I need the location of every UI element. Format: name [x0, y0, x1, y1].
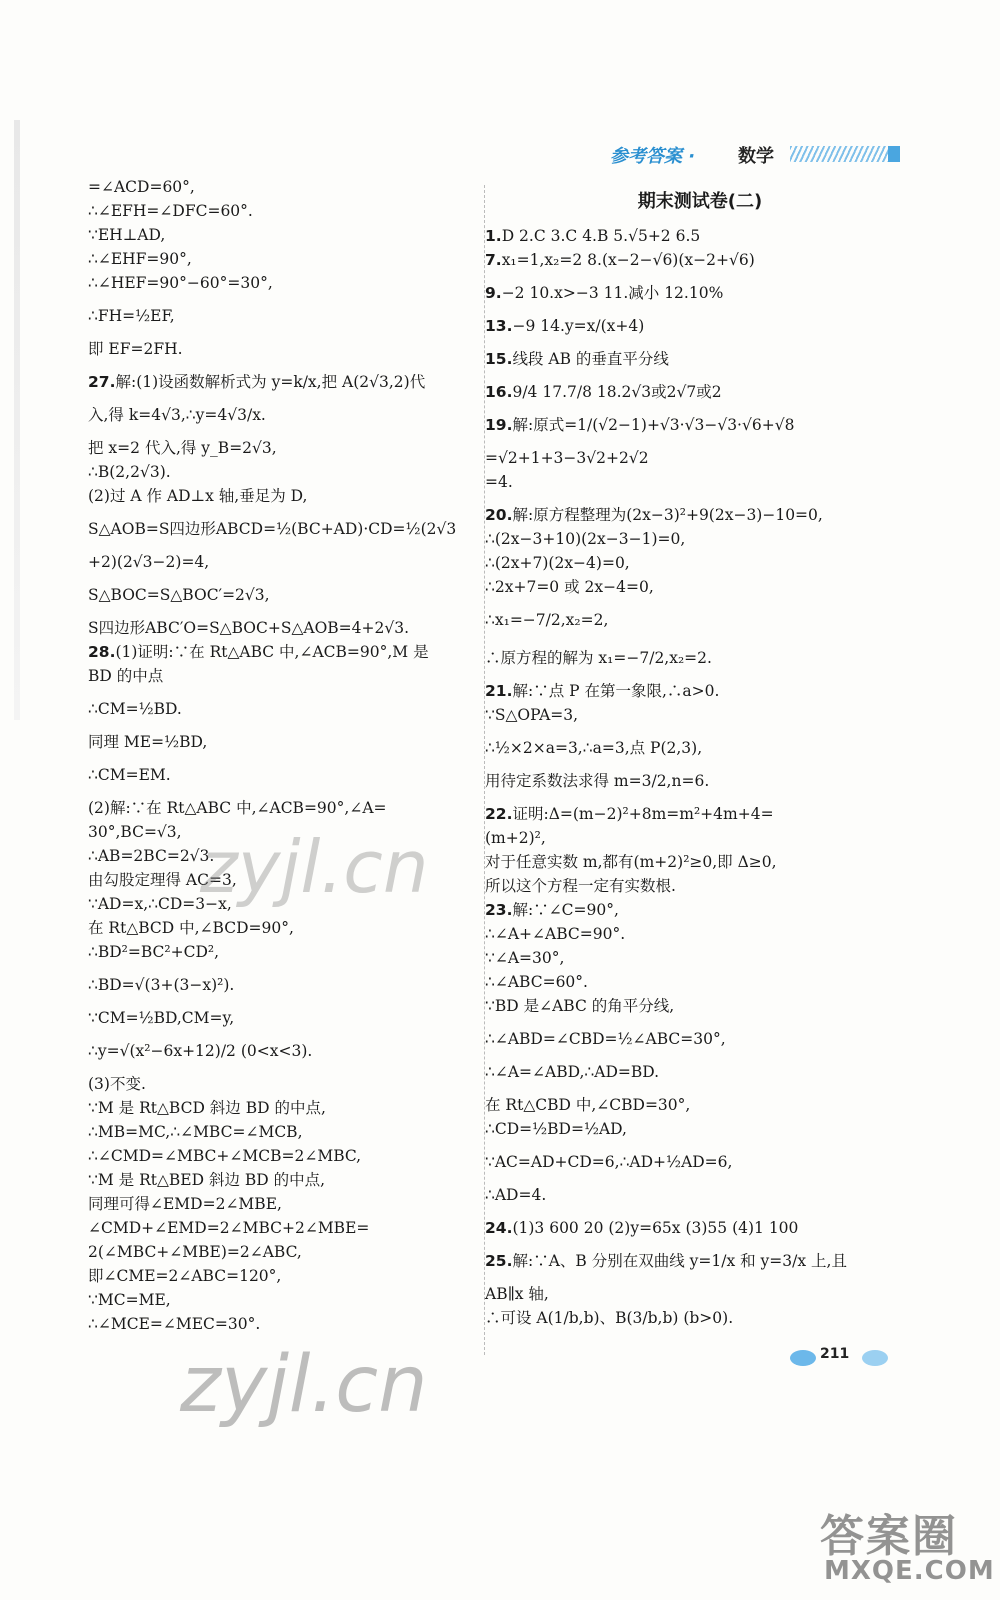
answer-line: S△BOC=S△BOC′=2√3,	[88, 586, 270, 604]
page-header	[610, 142, 910, 172]
answer-line: 由勾股定理得 AC=3,	[88, 871, 237, 889]
answer-line: +2)(2√3−2)=4,	[88, 553, 210, 571]
answer-line: 15.线段 AB 的垂直平分线	[485, 350, 669, 368]
answer-line: ∴FH=½EF,	[88, 307, 175, 325]
answer-line: 用待定系数法求得 m=3/2,n=6.	[485, 772, 710, 790]
answer-line: 入,得 k=4√3,∴y=4√3/x.	[88, 406, 266, 424]
watermark-bottom: zyjl.cn	[180, 1340, 428, 1430]
page-number: 211	[820, 1346, 850, 1362]
answer-line: ∴∠ABD=∠CBD=½∠ABC=30°,	[485, 1030, 726, 1048]
answer-line: 1.D 2.C 3.C 4.B 5.√5+2 6.5	[485, 227, 701, 245]
answer-line: ∴CM=½BD.	[88, 700, 182, 718]
answer-line: 对于任意实数 m,都有(m+2)²≥0,即 Δ≥0,	[485, 853, 777, 871]
answer-line: ∴(2x−3+10)(2x−3−1)=0,	[485, 530, 686, 548]
answer-line: ∵EH⊥AD,	[88, 226, 166, 244]
answer-line: ∴可设 A(1/b,b)、B(3/b,b) (b>0).	[485, 1309, 734, 1327]
answer-line: 21.解:∵点 P 在第一象限,∴a>0.	[485, 682, 720, 700]
answer-line: 30°,BC=√3,	[88, 823, 182, 841]
answer-line: ∵CM=½BD,CM=y,	[88, 1009, 235, 1027]
answer-line: ∴∠MCE=∠MEC=30°.	[88, 1315, 261, 1333]
watermark-corner-url: MXQE.COM	[824, 1556, 995, 1586]
answer-line: ∴∠ABC=60°.	[485, 973, 588, 991]
answer-line: ∵∠A=30°,	[485, 949, 565, 967]
watermark-corner	[820, 1500, 995, 1600]
answer-line: ∴2x+7=0 或 2x−4=0,	[485, 578, 654, 596]
answer-line: ∵AD=x,∴CD=3−x,	[88, 895, 232, 913]
answer-line: S四边形ABC′O=S△BOC+S△AOB=4+2√3.	[88, 619, 410, 637]
answer-line: 在 Rt△BCD 中,∠BCD=90°,	[88, 919, 294, 937]
header-title: 参考答案 ·	[610, 146, 696, 167]
answer-line: (m+2)²,	[485, 829, 546, 847]
answer-line: ∵M 是 Rt△BCD 斜边 BD 的中点,	[88, 1099, 326, 1117]
watermark-corner-logo: 答案圈	[820, 1511, 958, 1562]
answer-line: 即 EF=2FH.	[88, 340, 183, 358]
answer-line: 同理 ME=½BD,	[88, 733, 208, 751]
answer-line: 16.9/4 17.7/8 18.2√3或2√7或2	[485, 383, 722, 401]
answer-line: S△AOB=S四边形ABCD=½(BC+AD)·CD=½(2√3	[88, 520, 457, 538]
answer-line: ∴AB=2BC=2√3.	[88, 847, 215, 865]
answer-line: 19.解:原式=1/(√2−1)+√3·√3−√3·√6+√8	[485, 416, 795, 434]
answer-line: 25.解:∵A、B 分别在双曲线 y=1/x 和 y=3/x 上,且	[485, 1252, 847, 1270]
answer-line: ∴B(2,2√3).	[88, 463, 171, 481]
answer-line: 即∠CME=2∠ABC=120°,	[88, 1267, 282, 1285]
answer-line: ∵S△OPA=3,	[485, 706, 579, 724]
answer-line: ∴∠A=∠ABD,∴AD=BD.	[485, 1063, 660, 1081]
answer-line: ∵MC=ME,	[88, 1291, 171, 1309]
answer-line: ∵AC=AD+CD=6,∴AD+½AD=6,	[485, 1153, 733, 1171]
answer-line: =∠ACD=60°,	[88, 178, 195, 196]
answer-line: ∴∠EHF=90°,	[88, 250, 192, 268]
answer-line: =√2+1+3−3√2+2√2	[485, 449, 649, 467]
answer-line: ∴x₁=−7/2,x₂=2,	[485, 611, 609, 629]
right-column-lines	[485, 224, 905, 1330]
answer-line: 7.x₁=1,x₂=2 8.(x−2−√6)(x−2+√6)	[485, 251, 755, 269]
answer-line: (2)过 A 作 AD⊥x 轴,垂足为 D,	[88, 487, 308, 505]
answer-line: BD 的中点	[88, 667, 164, 685]
answer-line: 20.解:原方程整理为(2x−3)²+9(2x−3)−10=0,	[485, 506, 823, 524]
answer-line: 24.(1)3 600 20 (2)y=65x (3)55 (4)1 100	[485, 1219, 799, 1237]
answer-line: ∴BD=√(3+(3−x)²).	[88, 976, 235, 994]
right-column	[485, 190, 905, 1330]
header-subject: 数学	[738, 146, 774, 167]
answer-line: 22.证明:Δ=(m−2)²+8m=m²+4m+4=	[485, 805, 774, 823]
page-number-badge	[790, 1344, 890, 1372]
answer-line: ∴CD=½BD=½AD,	[485, 1120, 627, 1138]
answer-line: ∴∠A+∠ABC=90°.	[485, 925, 626, 943]
answer-line: 把 x=2 代入,得 y_B=2√3,	[88, 439, 277, 457]
answer-line: ∴CM=EM.	[88, 766, 171, 784]
answer-line: 所以这个方程一定有实数根.	[485, 877, 676, 895]
answer-line: AB∥x 轴,	[485, 1285, 549, 1303]
answer-line: (2)解:∵在 Rt△ABC 中,∠ACB=90°,∠A=	[88, 799, 387, 817]
answer-line: ∴(2x+7)(2x−4)=0,	[485, 554, 630, 572]
answer-line: ∠CMD+∠EMD=2∠MBC+2∠MBE=	[88, 1219, 370, 1237]
answer-line: (3)不变.	[88, 1075, 146, 1093]
page-number-left-oval	[790, 1350, 816, 1366]
answer-line: ∴MB=MC,∴∠MBC=∠MCB,	[88, 1123, 303, 1141]
answer-line: 13.−9 14.y=x/(x+4)	[485, 317, 645, 335]
left-margin-stripe	[14, 120, 20, 720]
answer-line: 同理可得∠EMD=2∠MBE,	[88, 1195, 282, 1213]
answer-line: 9.−2 10.x>−3 11.减小 12.10%	[485, 284, 724, 302]
answer-line: 23.解:∵∠C=90°,	[485, 901, 619, 919]
header-hatch-decoration	[790, 146, 900, 162]
answer-line: ∴∠CMD=∠MBC+∠MCB=2∠MBC,	[88, 1147, 362, 1165]
page-number-right-oval	[862, 1350, 888, 1366]
watermark-middle: zyjl.cn	[200, 825, 429, 909]
answer-line: ∵M 是 Rt△BED 斜边 BD 的中点,	[88, 1171, 326, 1189]
answer-line: 2(∠MBC+∠MBE)=2∠ABC,	[88, 1243, 302, 1261]
left-column	[88, 175, 473, 1336]
answer-line: 28.(1)证明:∵在 Rt△ABC 中,∠ACB=90°,M 是	[88, 643, 429, 661]
section-title: 期末测试卷(二)	[637, 191, 763, 212]
answer-line: 27.解:(1)设函数解析式为 y=k/x,把 A(2√3,2)代	[88, 373, 426, 391]
answer-line: ∵BD 是∠ABC 的角平分线,	[485, 997, 675, 1015]
answer-line: 在 Rt△CBD 中,∠CBD=30°,	[485, 1096, 691, 1114]
answer-line: =4.	[485, 473, 513, 491]
answer-line: ∴BD²=BC²+CD²,	[88, 943, 220, 961]
answer-line: ∴原方程的解为 x₁=−7/2,x₂=2.	[485, 649, 712, 667]
answer-line: ∴AD=4.	[485, 1186, 547, 1204]
answer-line: ∴½×2×a=3,∴a=3,点 P(2,3),	[485, 739, 703, 757]
answer-line: ∴y=√(x²−6x+12)/2 (0<x<3).	[88, 1042, 313, 1060]
answer-line: ∴∠EFH=∠DFC=60°.	[88, 202, 253, 220]
answer-line: ∴∠HEF=90°−60°=30°,	[88, 274, 273, 292]
